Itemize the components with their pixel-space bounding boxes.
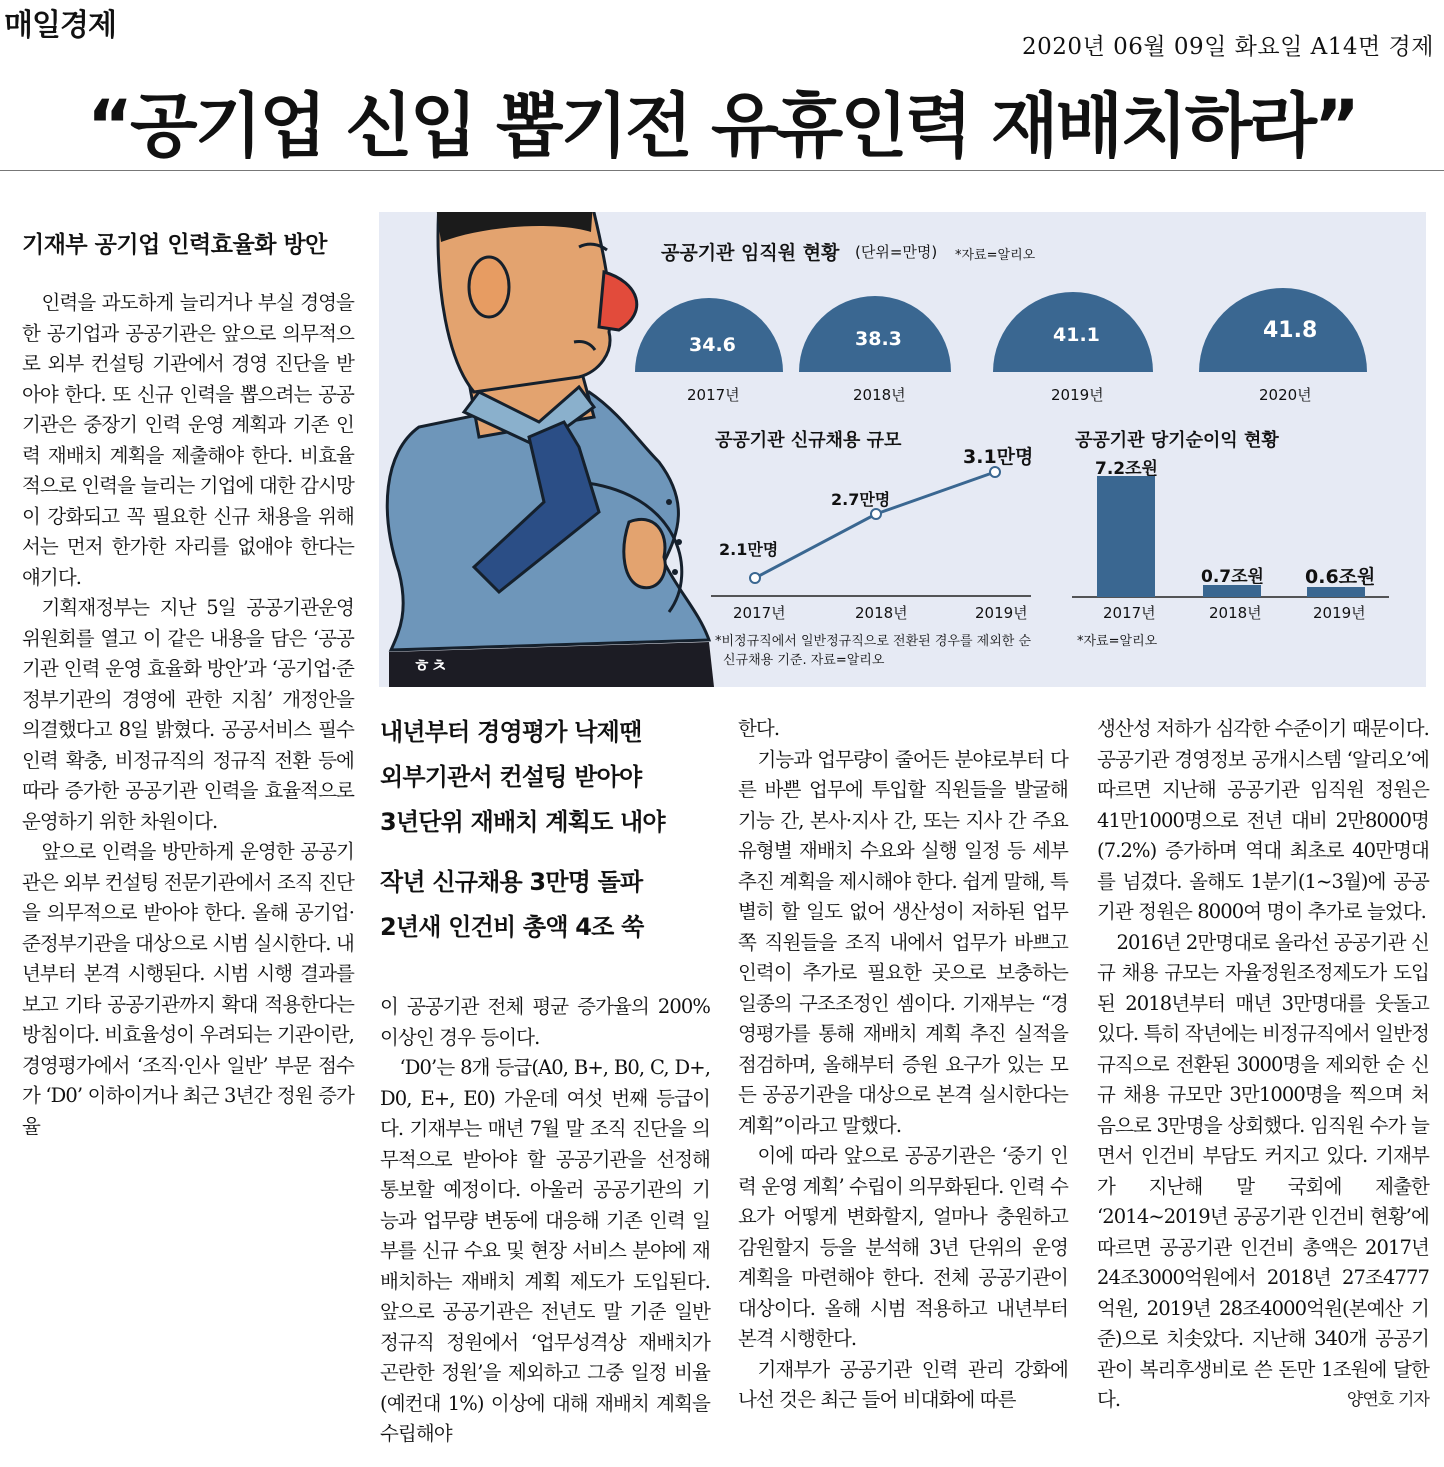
- article-column-1: [22, 288, 354, 1142]
- infographic: [379, 212, 1426, 687]
- hiring-note-line1: *비정규직에서 일반정규직으로 전환된 경우를 제외한 순: [715, 634, 1031, 649]
- hiring-label-2019: 3.1만명: [963, 446, 1034, 468]
- article-column-3: [738, 714, 1068, 1416]
- staff-value-2020: 41.8: [1263, 318, 1318, 343]
- profit-year-2019: 2019년: [1313, 604, 1366, 622]
- profit-year-2017: 2017년: [1103, 604, 1156, 622]
- profit-source: *자료=알리오: [1077, 634, 1158, 649]
- deck-line: 외부기관서 컨설팅 받아야: [380, 763, 642, 791]
- hiring-year-2017: 2017년: [733, 604, 786, 622]
- deck-line: 2년새 인건비 총액 4조 쑥: [380, 913, 644, 941]
- subheadline: 기재부 공기업 인력효율화 방안: [22, 232, 327, 258]
- newspaper-name: 매일경제: [4, 8, 116, 43]
- illustrator-mark: ㅎㅊ: [413, 656, 448, 677]
- hand-shape: [624, 519, 665, 587]
- hiring-year-2018: 2018년: [855, 604, 908, 622]
- staff-chart-source: *자료=알리오: [955, 248, 1036, 263]
- man-illustration: [387, 212, 714, 687]
- paragraph: 이에 따라 앞으로 공공기관은 ‘중기 인력 운영 계획’ 수립이 의무화된다. 인력 수요가 어떻게 변화할지, 얼마나 충원하고 감원할지 등을 분석해 3년 단위의 운영 계획을 마련해야 한다. 전체 공공기관이 대상이다. 올해 시범 적용하고 내년부터 본격 시행한다.: [738, 1144, 1068, 1350]
- deck-line: 작년 신규채용 3만명 돌파: [380, 868, 643, 896]
- profit-bar-2017: [1097, 476, 1155, 597]
- staff-chart-domes: [635, 288, 1367, 372]
- deck-line: 3년단위 재배치 계획도 내야: [380, 808, 665, 836]
- paragraph: 기재부가 공공기관 인력 관리 강화에 나선 것은 최근 들어 비대화에 따른: [738, 1357, 1068, 1411]
- dateline: 2020년 06월 09일 화요일 A14면 경제: [1022, 34, 1434, 60]
- hiring-chart-title: 공공기관 신규채용 규모: [715, 430, 902, 451]
- hiring-label-2018: 2.7만명: [831, 490, 891, 509]
- hiring-year-2019: 2019년: [975, 604, 1028, 622]
- divider: [0, 170, 1444, 171]
- paragraph: ‘D0’는 8개 등급(A0, B+, B0, C, D+, D0, E+, E0) 가운데 여섯 번째 등급이다. 기재부는 매년 7월 말 조직 진단을 의무적으로 받아야 할 공공기관을 선정해 통보할 예정이다. 아울러 공공기관의 기능과 업무량 변동에 대응해 기존 인력 일부를 신규 수요 및 현장 서비스 분야에 재배치하는 재배치 계획 제도가 도입된다. 앞으로 공공기관은 전년도 말 기준 일반정규직 정원에서 ‘업무성격상 재배치가 곤란한 정원’을 제외하고 그중 일정 비율(예컨대 1%) 이상에 대해 재배치 계획을 수립해야: [380, 1056, 710, 1445]
- deck-group-2: [380, 860, 643, 950]
- deck-group-1: [380, 710, 665, 845]
- staff-chart-unit: (단위=만명): [855, 243, 938, 261]
- paragraph-text: 2016년 2만명대로 올라선 공공기관 신규 채용 규모는 자율정원조정제도가 도입된 2018년부터 매년 3만명대를 웃돌고 있다. 특히 작년에는 비정규직에서 일반정규직으로 전환된 3000명을 제외한 순 신규 채용 규모만 3만1000명을 찍으며 처음으로 3만명을 상회했다. 임직원 수가 늘면서 인건비 부담도 커지고 있다. 기재부가 지난해 말 국회에 제출한 ‘2014~2019년 공공기관 인건비 현황’에 따르면 공공기관 인건비 총액은 2017년 24조3000억원에서 2018년 27조4777억원, 2019년 28조4000억원(본예산 기준)으로 치솟았다. 지난해 340개 공공기관이 복리후생비로 쓴 돈만 1조원에 달한다.: [1097, 930, 1429, 1411]
- hiring-point-2017: [750, 573, 760, 583]
- staff-year-2020: 2020년: [1259, 386, 1312, 404]
- paragraph: 인력을 과도하게 늘리거나 부실 경영을 한 공기업과 공공기관은 앞으로 의무적으로 외부 컨설팅 기관에서 경영 진단을 받아야 한다. 또 신규 인력을 뽑으려는 공공기관은 중장기 인력 운영 계획과 기존 인력 재배치 계획을 제출해야 한다. 비효율적으로 인력을 늘리는 기업에 대한 감시망이 강화되고 꼭 필요한 신규 채용을 위해서는 먼저 한가한 자리를 없애야 한다는 얘기다.: [22, 291, 354, 589]
- article-column-4: [1097, 714, 1429, 1416]
- paragraph: 앞으로 인력을 방만하게 운영한 공공기관은 외부 컨설팅 전문기관에서 조직 진단을 의무적으로 받아야 한다. 올해 공기업·준정부기관을 대상으로 시범 실시한다. 내년부터 본격 시행된다. 시범 시행 결과를 보고 기타 공공기관까지 확대 적용한다는 방침이다. 비효율성이 우려되는 기관이란, 경영평가에서 ‘조직·인사 일반’ 부문 점수가 ‘D0’ 이하이거나 최근 3년간 정원 증가율: [22, 840, 354, 1138]
- deck-line: 내년부터 경영평가 낙제땐: [380, 718, 642, 746]
- byline: 양연호 기자: [1346, 1390, 1429, 1410]
- paragraph: 기획재정부는 지난 5일 공공기관운영위원회를 열고 이 같은 내용을 담은 ‘공공기관 인력 운영 효율화 방안’과 ‘공기업·준정부기관의 경영에 관한 지침’ 개정안을 의결했다고 8일 밝혔다. 공공서비스 필수 인력 확충, 비정규직의 정규직 전환 등에 따라 증가한 공공기관 인력을 효율적으로 운영하기 위한 차원이다.: [22, 596, 354, 833]
- article-column-2: [380, 992, 710, 1450]
- paragraph: 기능과 업무량이 줄어든 분야로부터 다른 바쁜 업무에 투입할 직원들을 발굴해 기능 간, 본사·지사 간, 또는 지사 간 주요 유형별 재배치 수요와 실행 일정 등 세부 추진 계획을 제시해야 한다. 쉽게 말해, 특별히 할 일도 없어 생산성이 저하된 업무 쪽 직원들을 조직 내에서 업무가 바쁘고 인력이 추가로 필요한 곳으로 보충하는 일종의 구조조정인 셈이다. 기재부는 “경영평가를 통해 재배치 계획 추진 실적을 점검하며, 올해부터 증원 요구가 있는 모든 공공기관을 대상으로 본격 실시한다는 계획”이라고 말했다.: [738, 747, 1068, 1137]
- ear-shape: [469, 257, 509, 317]
- hiring-note-line2: 신규채용 기준. 자료=알리오: [723, 653, 885, 668]
- paragraph: 생산성 저하가 심각한 수준이기 때문이다. 공공기관 경영정보 공개시스템 ‘알리오’에 따르면 지난해 공공기관 임직원 정원은 41만1000명으로 전년 대비 2만8000명(7.2%) 증가하며 역대 최초로 40만명대를 넘겼다. 올해도 1분기(1~3월)에 공공기관 정원은 8000여 명이 추가로 늘었다.: [1097, 717, 1429, 923]
- staff-year-2018: 2018년: [853, 386, 906, 404]
- staff-value-2017: 34.6: [689, 334, 736, 356]
- hiring-label-2017: 2.1만명: [719, 540, 779, 559]
- paragraph: [1097, 928, 1429, 1416]
- paragraph: 한다.: [738, 717, 780, 740]
- head-shape: [438, 212, 610, 392]
- staff-chart-title: 공공기관 임직원 현황: [661, 242, 840, 264]
- hiring-point-2018: [871, 509, 881, 519]
- paragraph: 이 공공기관 전체 평균 증가율의 200% 이상인 경우 등이다.: [380, 995, 710, 1049]
- profit-year-2018: 2018년: [1209, 604, 1262, 622]
- profit-label-2017: 7.2조원: [1095, 459, 1158, 479]
- staff-value-2019: 41.1: [1053, 324, 1100, 346]
- staff-value-2018: 38.3: [855, 328, 902, 350]
- profit-chart-title: 공공기관 당기순이익 현황: [1075, 430, 1279, 451]
- headline: “공기업 신입 뽑기전 유휴인력 재배치하라”: [86, 85, 1358, 167]
- profit-label-2018: 0.7조원: [1201, 567, 1264, 587]
- profit-label-2019: 0.6조원: [1305, 566, 1376, 588]
- nose-shape: [599, 272, 637, 330]
- staff-year-2017: 2017년: [687, 386, 740, 404]
- staff-year-2019: 2019년: [1051, 386, 1104, 404]
